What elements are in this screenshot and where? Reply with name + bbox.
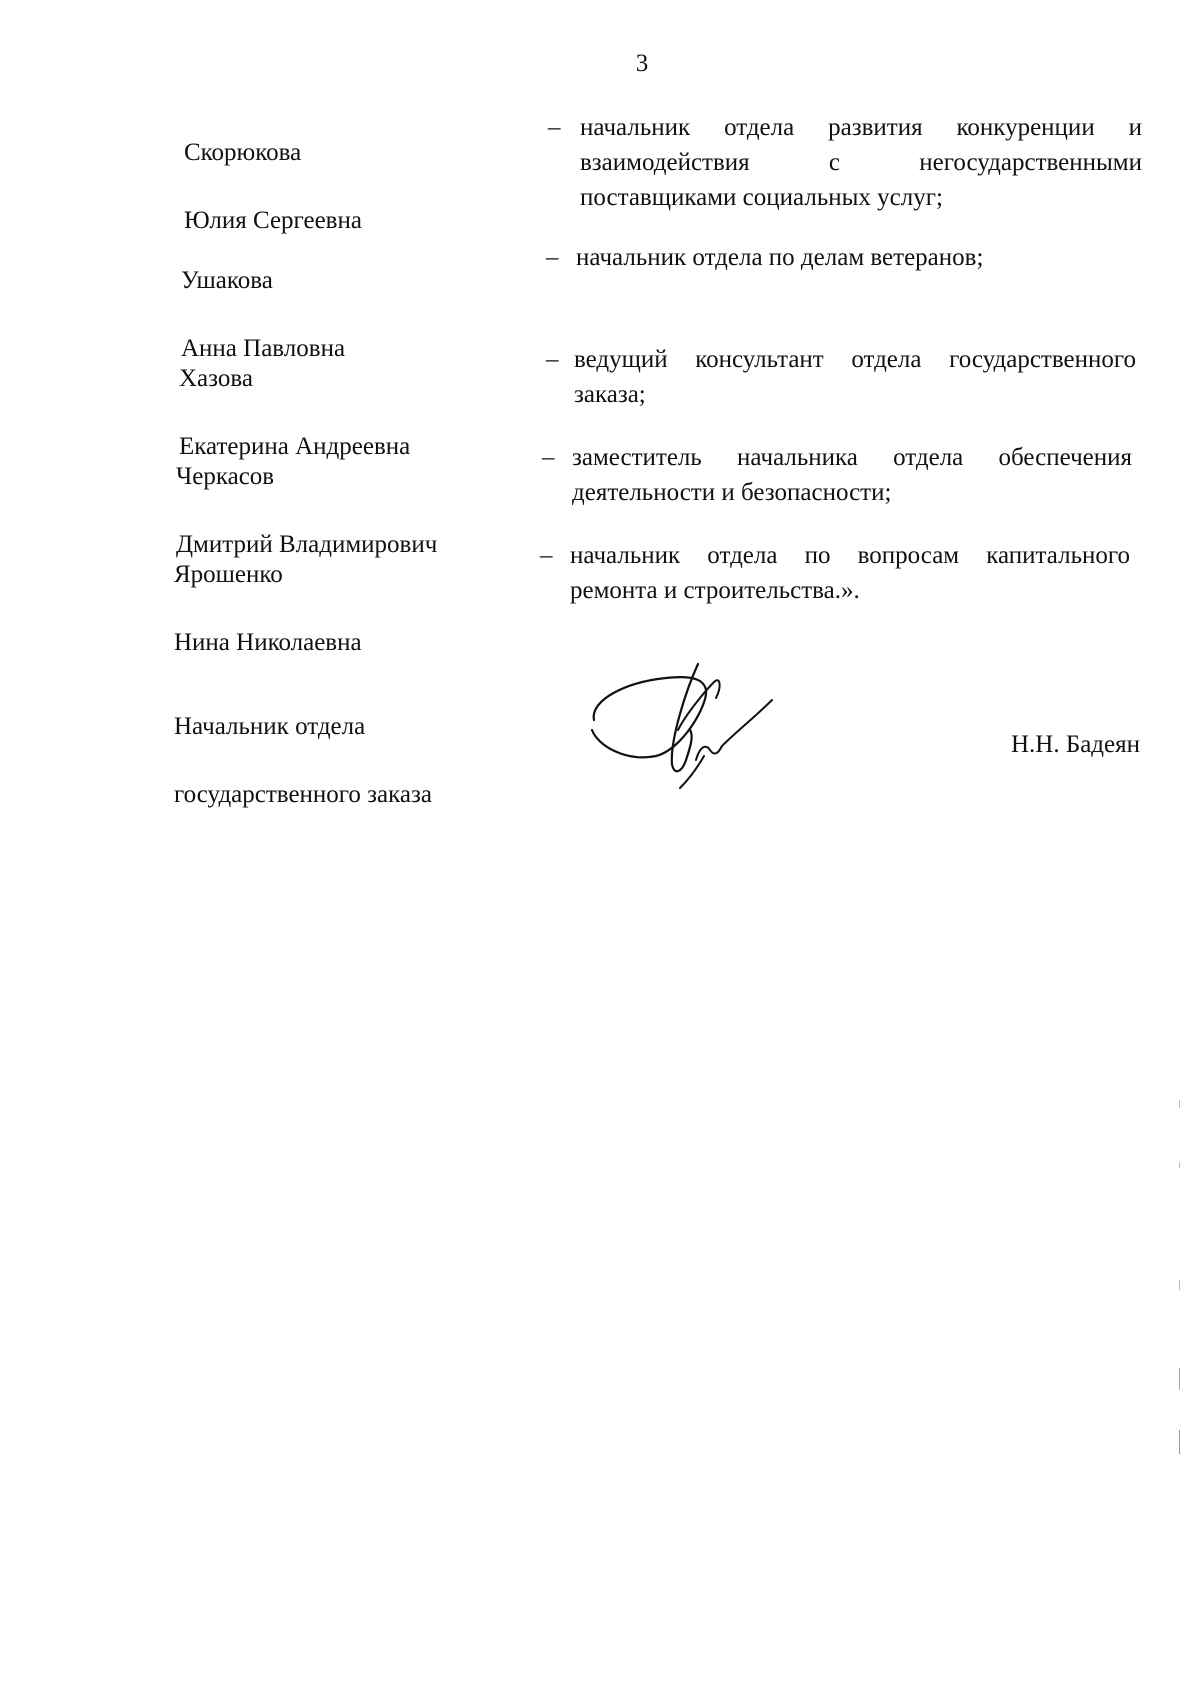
dash: – [548,114,561,141]
member-surname: Ушакова [181,267,273,294]
signer-name: Н.Н. Бадеян [1010,731,1140,758]
member-position: заместитель начальника отдела обеспечения деятельности и безопасности; [572,444,1132,506]
signatory-title [174,676,432,846]
member-given-names: Анна Павловна [181,335,346,362]
member-given-names: Нина Николаевна [174,629,362,656]
member-position: начальник отдела развития конкуренции и взаимодействия с негосударственными поставщиками социальных услуг; [580,114,1142,211]
member-surname: Ярошенко [174,561,283,588]
page-number: 3 [635,50,649,77]
member-surname: Хазова [179,365,253,392]
signatory-title-line: государственного заказа [174,781,432,808]
member-given-names: Юлия Сергеевна [184,207,362,234]
dash: – [546,346,559,373]
member-name [174,524,362,694]
member-position: ведущий консультант отдела государственного заказа; [574,346,1136,408]
scan-margin-marks [1178,1100,1182,1460]
member-given-names: Екатерина Андреевна [179,433,411,460]
member-position: начальник отдела по вопросам капитального ремонта и строительства.». [570,542,1130,604]
member-position: начальник отдела по делам ветеранов; [576,244,984,271]
dash: – [546,244,559,271]
member-surname: Черкасов [176,463,275,490]
dash: – [540,542,553,569]
member-given-names: Дмитрий Владимирович [176,531,438,558]
handwritten-signature [586,660,786,790]
dash: – [542,444,555,471]
signatory-title-line: Начальник отдела [174,713,366,740]
member-surname: Скорюкова [184,139,302,166]
